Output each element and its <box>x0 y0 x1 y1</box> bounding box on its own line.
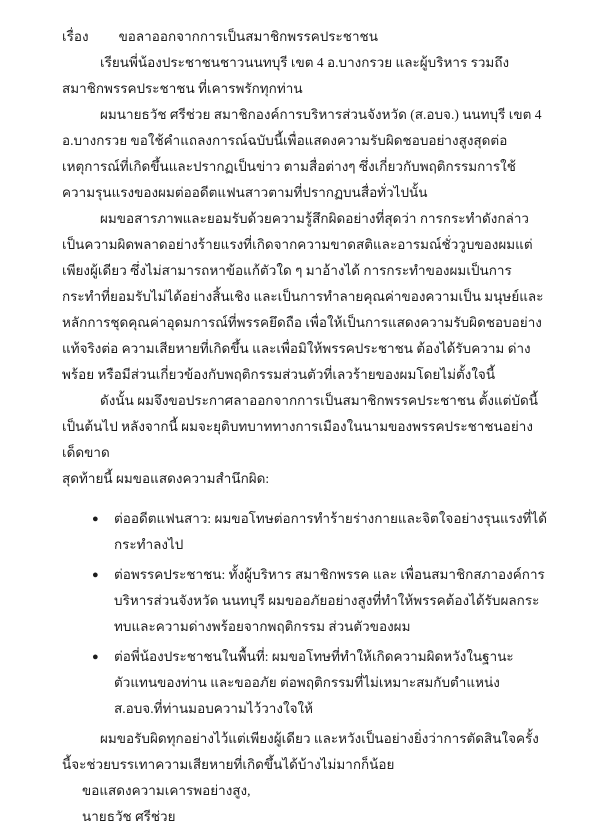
closing-paragraph: ผมขอรับผิดทุกอย่างไว้แต่เพียงผู้เดียว และหวังเป็นอย่างยิ่งว่าการตัดสินใจครั้งนี้จะช่วยบรรเทาความเสียหายที่เกิดขึ้นได้บ้างไม่มากก็น้อย <box>62 731 539 772</box>
remorse-list <box>62 506 548 722</box>
list-item-text: ต่อพี่น้องประชาชนในพื้นที่: ผมขอโทษที่ทำให้เกิดความผิดหวังในฐานะตัวแทนของท่าน และขออภัย ต่อพฤติกรรมที่ไม่เหมาะสมกับตำแหน่ง ส.อบจ.ที่ท่านมอบความไว้วางใจให้ <box>114 649 514 716</box>
subject-label: เรื่อง <box>62 29 89 44</box>
salutation: เรียนพี่น้องประชาชนชาวนนทบุรี เขต 4 อ.บางกรวย และผู้บริหาร รวมถึงสมาชิกพรรคประชาชน ที่เคารพรักทุกท่าน <box>62 55 510 96</box>
list-item-text: ต่ออดีตแฟนสาว: ผมขอโทษต่อการทำร้ายร่างกายและจิตใจอย่างรุนแรงที่ได้กระทำลงไป <box>114 511 547 552</box>
bullet-icon: ● <box>92 651 99 663</box>
subject-text: ขอลาออกจากการเป็นสมาชิกพรรคประชาชน <box>118 29 378 44</box>
list-item-text: ต่อพรรคประชาชน: ทั้งผู้บริหาร สมาชิกพรรค และ เพื่อนสมาชิกสภาองค์การบริหารส่วนจังหวัด นนทบุรี ผมขออภัยอย่างสูงที่ทำให้พรรคต้องได้รับผลกระทบและความด่างพร้อยจากพฤติกรรม ส่วนตัวของผม <box>114 567 545 634</box>
bullet-icon: ● <box>92 513 99 525</box>
remorse-intro: สุดท้ายนี้ ผมขอแสดงความสำนึกผิด: <box>62 471 270 486</box>
intro-paragraph: ผมนายธวัช ศรีช่วย สมาชิกองค์การบริหารส่วนจังหวัด (ส.อบจ.) นนทบุรี เขต 4 อ.บางกรวย ขอใช้คำแถลงการณ์ฉบับนี้เพื่อแสดงความรับผิดชอบอย่างสูงสุดต่อเหตุการณ์ที่เกิดขึ้นและปรากฏเป็นข่าว ตามสื่อต่างๆ ซึ่งเกี่ยวกับพฤติกรรมการใช้ความรุนแรงของผมต่ออดีตแฟนสาวตามที่ปรากฏบนสื่อทั่วไปนั้น <box>62 107 542 200</box>
signoff: ขอแสดงความเคารพอย่างสูง, <box>82 783 251 798</box>
resignation-paragraph: ดังนั้น ผมจึงขอประกาศลาออกจากการเป็นสมาชิกพรรคประชาชน ตั้งแต่บัดนี้เป็นต้นไป หลังจากนี้ ผมจะยุติบทบาททางการเมืองในนามของพรรคประชาชนอย่างเด็ดขาด <box>62 393 539 460</box>
signature-name: นายธวัช ศรีช่วย <box>82 809 176 824</box>
list-item <box>92 644 548 722</box>
list-item <box>92 506 548 558</box>
subject-line <box>62 24 548 50</box>
confession-paragraph: ผมขอสารภาพและยอมรับด้วยความรู้สึกผิดอย่างที่สุดว่า การกระทำดังกล่าวเป็นความผิดพลาดอย่างร้ายแรงที่เกิดจากความขาดสติและอารมณ์ชั่ววูบของผมแต่เพียงผู้เดียว ซึ่งไม่สามารถหาข้อแก้ตัวใด ๆ มาอ้างได้ การกระทำของผมเป็นการกระทำที่ยอมรับไม่ได้อย่างสิ้นเชิง และเป็นการทำลายคุณค่าของความเป็น มนุษย์และหลักการชุดคุณค่าอุดมการณ์ที่พรรคยึดถือ เพื่อให้เป็นการแสดงความรับผิดชอบอย่างแท้จริงต่อ ความเสียหายที่เกิดขึ้น และเพื่อมิให้พรรคประชาชน ต้องได้รับความ ด่างพร้อย หรือมีส่วนเกี่ยวข้องกับพฤติกรรมส่วนตัวที่เลวร้ายของผมโดยไม่ตั้งใจนี้ <box>62 211 544 382</box>
bullet-icon: ● <box>92 569 99 581</box>
list-item <box>92 562 548 640</box>
